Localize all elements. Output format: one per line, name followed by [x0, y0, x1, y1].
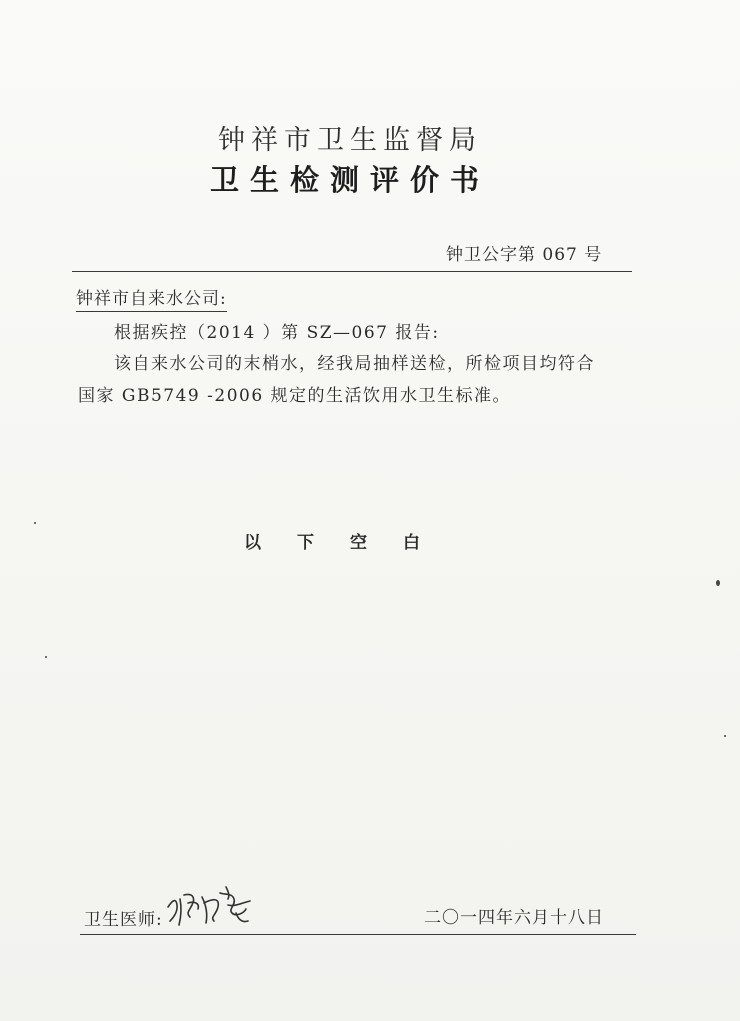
body-line-report-reference: 根据疾控（2014 ）第 SZ—067 报告:	[114, 323, 440, 343]
body-line-inspection-result: 该自来水公司的末梢水，经我局抽样送检，所检项目均符合	[114, 354, 595, 374]
issuing-organization: 钟祥市卫生监督局	[218, 125, 482, 156]
document-title: 卫生检测评价书	[209, 163, 490, 197]
footer-divider	[80, 934, 636, 935]
body-line-standard: 国家 GB5749 -2006 规定的生活饮用水卫生标准。	[78, 386, 512, 406]
issue-date: 二〇一四年六月十八日	[424, 908, 604, 928]
paper-speck	[716, 580, 720, 586]
document-number: 钟卫公字第 067 号	[446, 245, 603, 265]
addressee: 钟祥市自来水公司:	[76, 284, 227, 312]
signer-label: 卫生医师:	[84, 910, 163, 930]
blank-below-notice: 以下空白	[244, 533, 456, 553]
paper-speck	[724, 735, 726, 737]
handwritten-signature	[162, 883, 262, 931]
header-divider	[72, 271, 632, 272]
paper-speck	[45, 656, 47, 658]
paper-speck	[34, 522, 36, 524]
